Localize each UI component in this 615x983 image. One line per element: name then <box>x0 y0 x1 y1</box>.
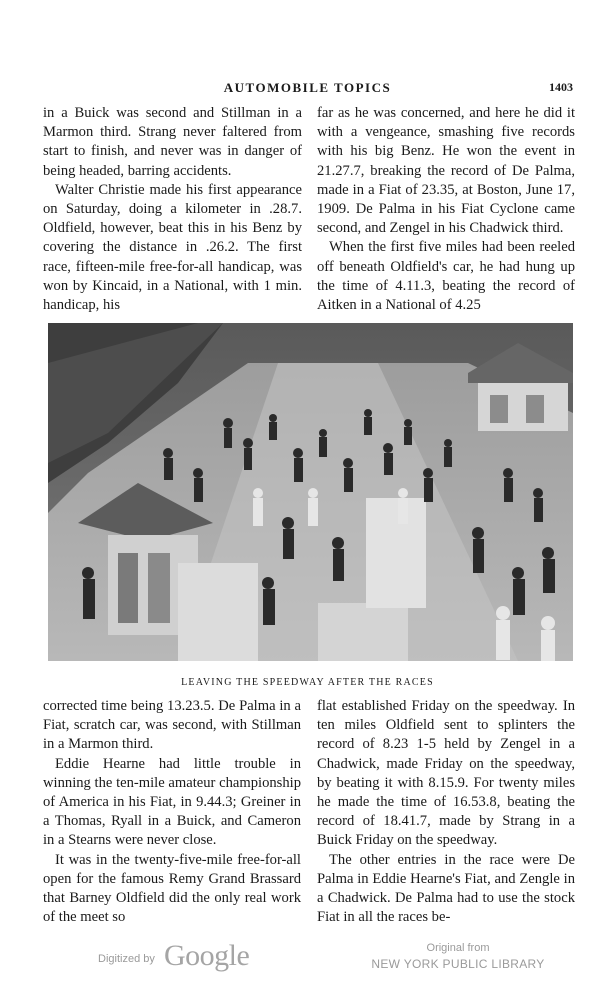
top-left-column <box>43 104 302 315</box>
google-logo: Google <box>164 939 250 972</box>
paragraph: flat established Friday on the speedway. In ten miles Oldfield sent to splinters the record of 8.23 1-5 held by Zengel in a Chadwick, made Friday on the speedway, by beating it with 8.15.9. For twenty miles he made the time of 16.53.8, beating the record of 18.41.7, made by Strang in a Buick Friday on the speedway. <box>317 698 575 849</box>
page-number: 1403 <box>549 80 573 94</box>
running-head <box>0 80 615 100</box>
paragraph: When the first five miles had been reeled off beneath Oldfield's car, he had hung up the time of 4.11.3, beating the record of Aitken in a National of 4.25 <box>317 239 575 314</box>
digitization-footer <box>0 935 615 983</box>
bottom-right-column <box>317 697 575 927</box>
library-name: NEW YORK PUBLIC LIBRARY <box>371 957 545 971</box>
speedway-photo <box>48 323 573 661</box>
digitized-by-label: Digitized by <box>98 953 155 965</box>
top-right-column <box>317 104 575 315</box>
paragraph: The other entries in the race were De Palma in Eddie Hearne's Fiat, and Zengle in a Chadwick. De Palma had to use the stock Fiat in all the races be- <box>317 851 575 926</box>
paragraph: Walter Christie made his first appearance on Saturday, doing a kilometer in .28.7. Oldfield, however, beat this in his Benz by covering the distance in .26.2. The first race, fifteen-mile free-for-all handicap, was won by Kincaid, in a National, with 1 min. handicap, his <box>43 181 302 314</box>
running-title: AUTOMOBILE TOPICS <box>223 80 392 95</box>
paragraph: Eddie Hearne had little trouble in winning the ten-mile amateur championship of America in his Fiat, in 9.44.3; Greiner in a Thomas, Ryall in a Buick, and Cameron in a Stearns were never close. <box>43 755 301 849</box>
bottom-left-column <box>43 697 301 927</box>
paragraph: It was in the twenty-five-mile free-for-all open for the famous Remy Grand Brassard that Barney Oldfield did the only real work of the meet so <box>43 851 301 926</box>
paragraph: far as he was concerned, and here he did it with a vengeance, smashing five records with his big Benz. He won the event in 21.27.7, breaking the record of De Palma, made in a Fiat of 23.35, at Boston, June 17, 1909. De Palma in his Fiat Cyclone came second, and Zengel in his Chadwick third. <box>317 105 575 237</box>
original-from-label: Original from <box>426 942 490 954</box>
paragraph: corrected time being 13.23.5. De Palma in a Fiat, scratch car, was second, with Stillman in a Marmon third. <box>43 698 301 753</box>
paragraph: in a Buick was second and Stillman in a Marmon third. Strang never faltered from start to finish, and never was in danger of being headed, barring accidents. <box>43 105 302 179</box>
photo-caption: LEAVING THE SPEEDWAY AFTER THE RACES <box>181 677 434 688</box>
